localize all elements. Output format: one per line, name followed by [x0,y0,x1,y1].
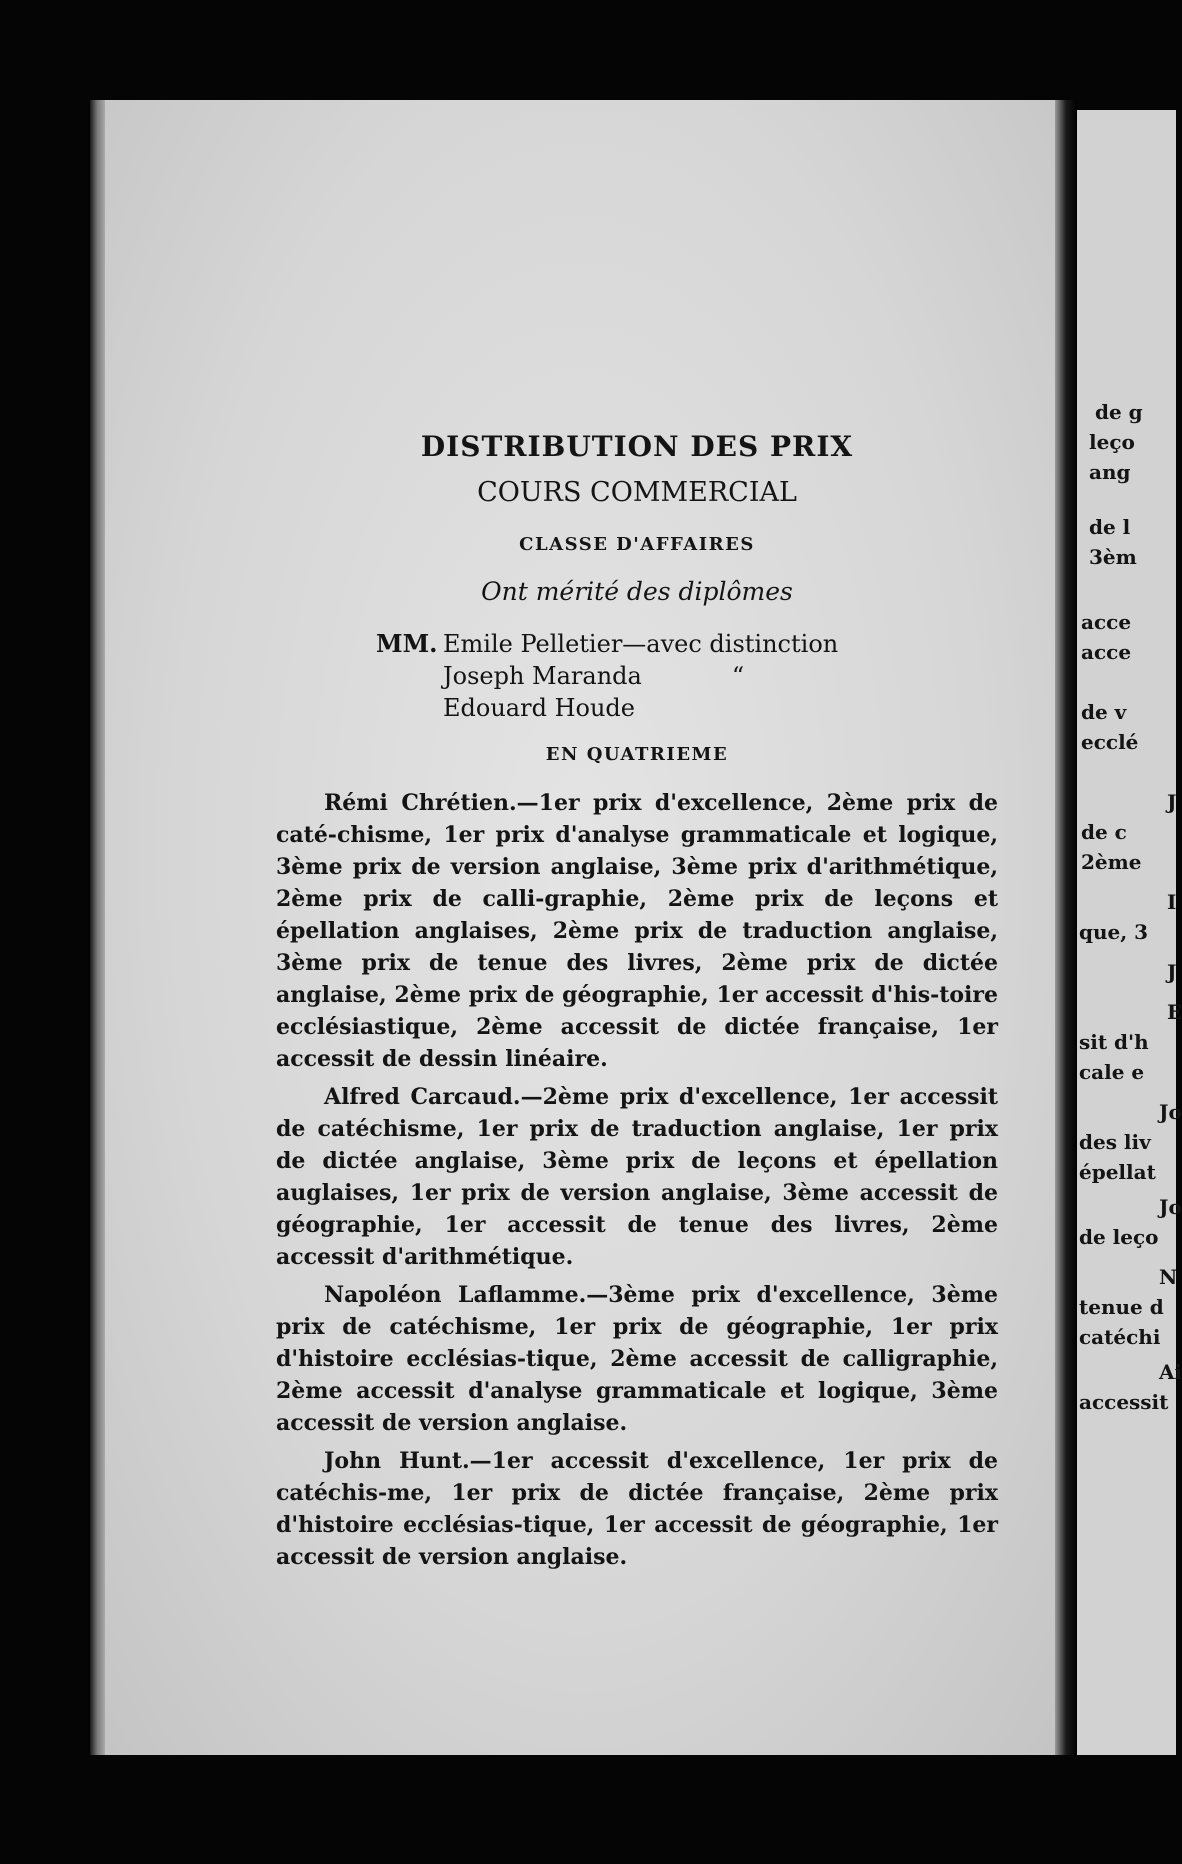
facing-text: ecclé [1081,730,1139,754]
facing-text: cale e [1079,1060,1145,1084]
facing-text: de g [1095,400,1143,424]
award-text: 1er prix d'excellence, 2ème prix de caté-chisme, 1er prix d'analyse grammaticale et logique, 3ème prix de version anglaise, 3ème prix d'arithmétique, 2ème prix de calli-graphie, 2ème prix de leçons et épellation anglaises, 2ème prix de traduction anglaise, 3ème prix de tenue des livres, 2ème prix de dictée anglaise, 2ème prix de géographie, 1er accessit d'his-toire ecclésiastique, 2ème accessit de dictée française, 1er accessit de dessin linéaire. [276,790,999,1072]
facing-text: des liv [1079,1130,1151,1154]
facing-text: ang [1089,460,1131,484]
book-gutter [1055,100,1077,1755]
student-name: Napoléon Laflamme.— [324,1282,609,1308]
facing-text: accessit [1079,1390,1169,1414]
facing-page [1077,110,1182,1755]
facing-text: Ai [1159,1360,1182,1384]
ditto-mark: “ [731,662,745,690]
diploma-name: Joseph Maranda “ [443,662,745,690]
facing-text: catéchi [1079,1325,1161,1349]
honorific-prefix: MM. [376,629,438,658]
student-name: Rémi Chrétien.— [324,790,539,816]
diploma-name: Edouard Houde [443,694,635,722]
facing-text: de c [1081,820,1127,844]
award-text: 2ème prix d'excellence, 1er accessit de catéchisme, 1er prix de traduction anglaise, 1er prix de dictée anglaise, 3ème prix de leçons et épellation auglaises, 1er prix de version anglaise, 3ème accessit de géographie, 1er accessit de tenue des livres, 2ème accessit d'arithmétique. [276,1084,998,1270]
section-heading: EN QUATRIEME [545,744,729,765]
diploma-name: Emile Pelletier—avec distinction [443,630,839,658]
page-title: DISTRIBUTION DES PRIX [420,430,854,463]
facing-text: épellat [1079,1160,1156,1184]
student-name: John Hunt.— [324,1448,492,1474]
facing-text: de l [1089,515,1131,539]
class-heading: CLASSE D'AFFAIRES [519,534,755,555]
student-name: Alfred Carcaud.— [324,1084,543,1110]
facing-text: 3èm [1089,545,1137,569]
merit-line: Ont mérité des diplômes [481,577,793,606]
facing-text: E [1167,1000,1182,1024]
facing-text: J [1167,960,1177,984]
facing-text: leço [1089,430,1135,454]
award-paragraph [276,1081,998,1273]
facing-text: tenue d [1079,1295,1164,1319]
facing-text: de leço [1079,1225,1159,1249]
facing-text: Jo [1159,1195,1182,1219]
facing-text: de v [1081,700,1127,724]
facing-text: acce [1081,640,1132,664]
facing-text: I [1167,890,1177,914]
facing-text: Jo [1159,1100,1182,1124]
award-text: 3ème prix d'excellence, 3ème prix de catéchisme, 1er prix de géographie, 1er prix d'histoire ecclésias-tique, 2ème accessit de calligraphie, 2ème accessit d'analyse grammaticale et logique, 3ème accessit de version anglaise. [276,1282,999,1436]
facing-text: acce [1081,610,1132,634]
diploma-list [376,628,998,724]
facing-text: N [1159,1265,1178,1289]
facing-text: 2ème [1081,850,1142,874]
award-paragraph [276,787,998,1075]
facing-text: que, 3 [1079,920,1149,944]
facing-text: sit d'h [1079,1030,1149,1054]
award-paragraph [276,1445,998,1573]
award-text: 1er accessit d'excellence, 1er prix de catéchis-me, 1er prix de dictée française, 2ème prix d'histoire ecclésias-tique, 1er accessit de géographie, 1er accessit de version anglaise. [276,1448,998,1570]
page-content [276,430,998,1579]
facing-text: J [1167,790,1177,814]
award-paragraph [276,1279,998,1439]
course-subtitle: COURS COMMERCIAL [477,477,797,508]
